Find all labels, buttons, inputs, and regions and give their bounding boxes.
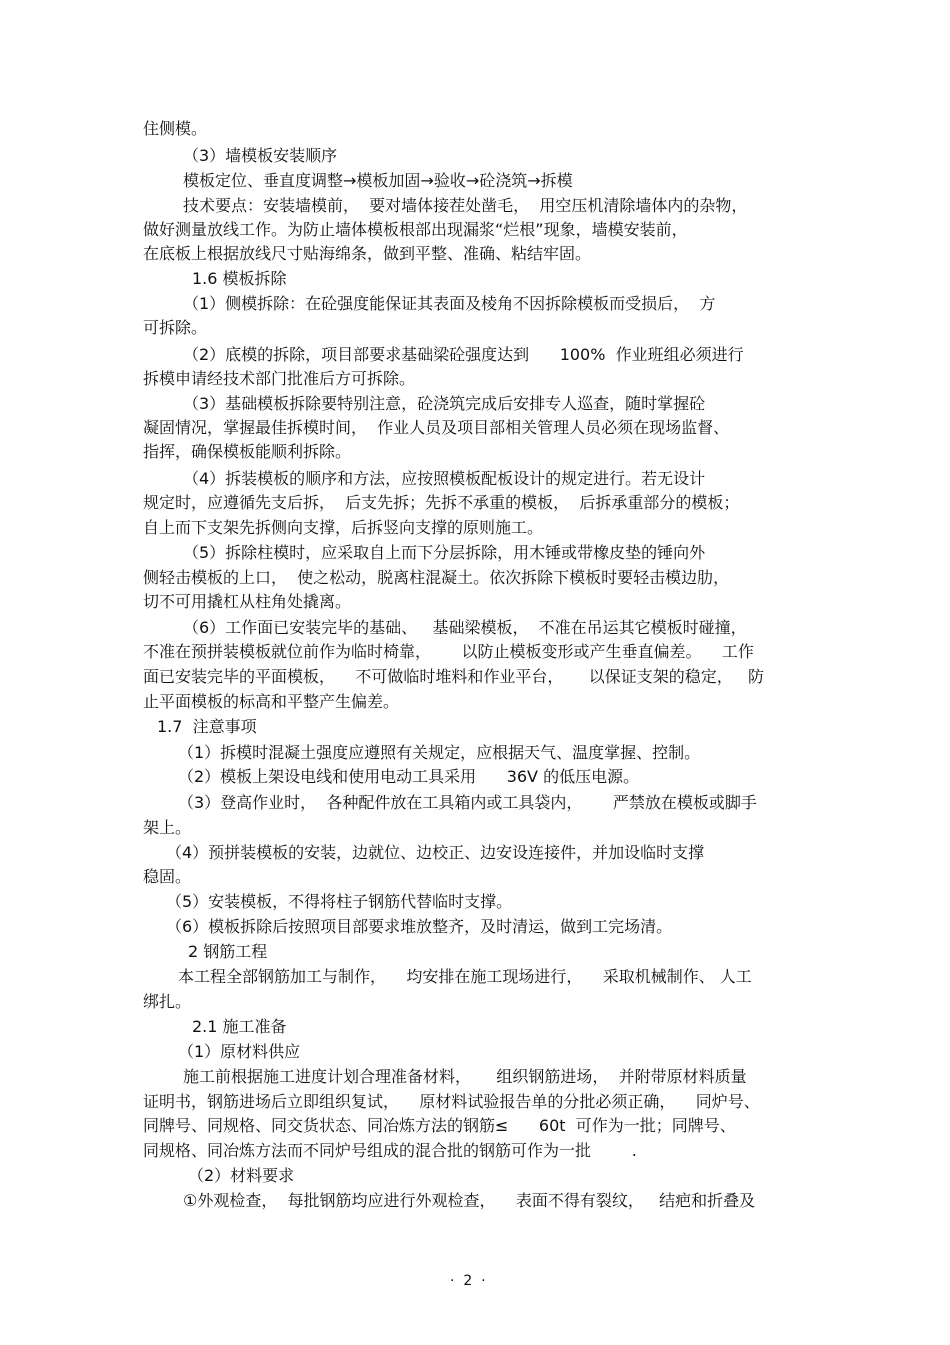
text-line: 指挥，确保模板能顺利拆除。 bbox=[143, 442, 352, 461]
text-line: 规定时，应遵循先支后拆， 后支先拆；先拆不承重的模板， 后拆承重部分的模板； bbox=[143, 493, 740, 512]
text-line: 侧轻击模板的上口， 使之松动，脱离柱混凝土。依次拆除下模板时要轻击模边肋， bbox=[143, 568, 730, 587]
text-line: 模板定位、垂直度调整→模板加固→验收→砼浇筑→拆模 bbox=[183, 171, 573, 190]
text-line: （5）拆除柱模时，应采取自上而下分层拆除，用木锤或带橡皮垫的锤向外 bbox=[183, 543, 706, 562]
section-heading: 1.7 注意事项 bbox=[157, 717, 257, 736]
text-line: 自上而下支架先拆侧向支撑，后拆竖向支撑的原则施工。 bbox=[143, 518, 544, 537]
text-line: （2）模板上架设电线和使用电动工具采用 36V 的低压电源。 bbox=[178, 767, 640, 786]
text-line: （5）安装模板，不得将柱子钢筋代替临时支撑。 bbox=[166, 892, 513, 911]
text-line: 同规格、同冶炼方法而不同炉号组成的混合批的钢筋可作为一批 . bbox=[143, 1141, 637, 1160]
text-line: 住侧模。 bbox=[143, 119, 208, 138]
text-line: （1）拆模时混凝土强度应遵照有关规定，应根据天气、温度掌握、控制。 bbox=[178, 743, 701, 762]
text-line: 可拆除。 bbox=[143, 318, 208, 337]
text-line: 本工程全部钢筋加工与制作， 均安排在施工现场进行， 采取机械制作、 人工 bbox=[178, 967, 752, 986]
text-line: 做好测量放线工作。为防止墙体模板根部出现漏浆“烂根”现象，墙模安装前， bbox=[143, 220, 688, 239]
section-heading: （1）原材料供应 bbox=[178, 1042, 301, 1061]
text-line: 架上。 bbox=[143, 818, 192, 837]
text-line: 止平面模板的标高和平整产生偏差。 bbox=[143, 692, 400, 711]
text-line: 证明书，钢筋进场后立即组织复试， 原材料试验报告单的分批必须正确， 同炉号、 bbox=[143, 1092, 760, 1111]
text-line: 同牌号、同规格、同交货状态、同冶炼方法的钢筋≤ 60t 可作为一批；同牌号、 bbox=[143, 1116, 736, 1135]
text-line: 稳固。 bbox=[143, 867, 192, 886]
text-line: （2）底模的拆除，项目部要求基础梁砼强度达到 100% 作业班组必须进行 bbox=[183, 345, 744, 364]
section-heading: 2 钢筋工程 bbox=[188, 942, 268, 961]
section-heading: 2.1 施工准备 bbox=[192, 1017, 287, 1036]
text-line: （3）登高作业时， 各种配件放在工具箱内或工具袋内， 严禁放在模板或脚手 bbox=[178, 793, 757, 812]
text-line: 施工前根据施工进度计划合理准备材料， 组织钢筋进场， 并附带原材料质量 bbox=[183, 1067, 747, 1086]
text-line: 不准在预拼装模板就位前作为临时椅靠， 以防止模板变形或产生垂直偏差。 工作 bbox=[143, 642, 754, 661]
text-line: （4）拆装模板的顺序和方法，应按照模板配板设计的规定进行。若无设计 bbox=[183, 469, 706, 488]
text-line: （6）模板拆除后按照项目部要求堆放整齐，及时清运，做到工完场清。 bbox=[166, 917, 673, 936]
text-line: 绑扎。 bbox=[143, 992, 192, 1011]
text-line: （4）预拼装模板的安装，边就位、边校正、边安设连接件，并加设临时支撑 bbox=[166, 843, 705, 862]
text-line: 在底板上根据放线尺寸贴海绵条，做到平整、准确、粘结牢固。 bbox=[143, 244, 592, 263]
text-line: （6）工作面已安装完毕的基础、 基础梁模板， 不准在吊运其它模板时碰撞， bbox=[183, 618, 747, 637]
text-line: 面已安装完毕的平面模板， 不可做临时堆料和作业平台， 以保证支架的稳定， 防 bbox=[143, 667, 765, 686]
page-number: · 2 · bbox=[450, 1273, 486, 1289]
section-heading: （3）墙模板安装顺序 bbox=[183, 146, 338, 165]
text-line: （3）基础模板拆除要特别注意，砼浇筑完成后安排专人巡查，随时掌握砼 bbox=[183, 394, 706, 413]
text-line: 拆模申请经技术部门批准后方可拆除。 bbox=[143, 369, 416, 388]
text-line: ①外观检查， 每批钢筋均应进行外观检查， 表面不得有裂纹， 结疤和折叠及 bbox=[183, 1191, 756, 1210]
text-line: 技术要点：安装墙模前， 要对墙体接茬处凿毛， 用空压机清除墙体内的杂物， bbox=[183, 196, 748, 215]
text-line: 切不可用撬杠从柱角处撬离。 bbox=[143, 592, 352, 611]
section-heading: （2）材料要求 bbox=[188, 1166, 295, 1185]
text-line: 凝固情况，掌握最佳拆模时间， 作业人员及项目部相关管理人员必须在现场监督、 bbox=[143, 418, 730, 437]
text-line: （1）侧模拆除：在砼强度能保证其表面及棱角不因拆除模板而受损后， 方 bbox=[183, 294, 716, 313]
section-heading: 1.6 模板拆除 bbox=[192, 269, 287, 288]
